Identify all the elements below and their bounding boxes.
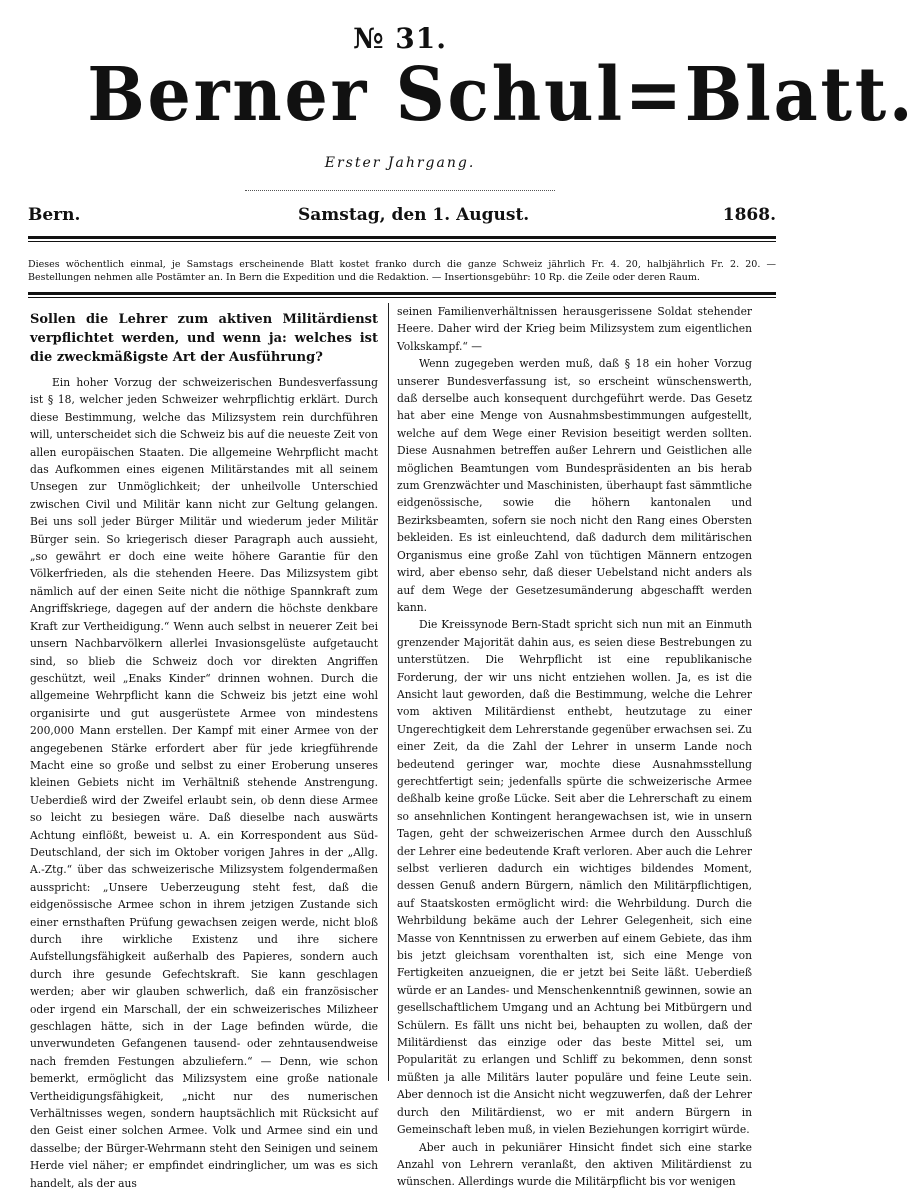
header-rule (28, 236, 776, 239)
right-column (397, 303, 753, 1189)
paragraph: Ein hoher Vorzug der schweizerischen Bundesverfassung ist § 18, welcher jeden Schweizer wehrpflichtig erklärt. Durch diese Bestimmung, welche das Milizsystem rein durchführen will, unterscheidet sich die Schweiz bis auf die neueste Zeit von allen europäischen Staaten. Die allgemeine Wehrpflicht macht das Aufkommen eines eigenen Militärstandes mit all seinem Unsegen zur Unmöglichkeit; der unheilvolle Unterschied zwischen Civil und Militär kann nicht zur Geltung gelangen. Bei uns soll jeder Bürger Militär und wiederum jeder Militär Bürger sein. So kriegerisch dieser Paragraph auch aussieht, „so gewährt er doch eine weite höhere Garantie für den Völkerfrieden, als die stehenden Heere. Das Milizsystem gibt nämlich auf der einen Seite nicht die nöthige Spannkraft zum Angriffskriege, dagegen auf der andern die höchste denkbare Kraft zur Vertheidigung.“ Wenn auch selbst in neuerer Zeit bei unsern Nachbarvölkern allerlei Invasionsgelüste aufgetaucht sind, so blieb die Schweiz doch vor direkten Angriffen geschützt, weil „Enaks Kinder“ drinnen wohnen. Durch die allgemeine Wehrpflicht kann die Schweiz bis jetzt eine wohl organisirte und gut ausgerüstete Armee von mindestens 200,000 Mann erstellen. Der Kampf mit einer Armee von der angegebenen Stärke erfordert aber für jede kriegführende Macht eine so große und selbst zu einer Eroberung unseres kleinen Gebiets nicht im Verhältniß stehende Anstrengung. Ueberdieß wird der Zweifel erlaubt sein, ob denn diese Armee so leicht zu besiegen wäre. Daß dieselbe nach auswärts Achtung einflößt, beweist u. A. ein Korrespondent aus Süd-Deutschland, der sich im Oktober vorigen Jahres in der „Allg. A.-Ztg.“ über das schweizerische Milizsystem folgendermaßen ausspricht: „Unsere Ueberzeugung steht fest, daß die eidgenössische Armee schon in ihrem jetzigen Zustande sich einer ernsthaften Prüfung gewachsen zeigen werde, nicht bloß durch ihre wirkliche Existenz und ihre sichere Aufstellungsfähigkeit außerhalb des Papieres, sondern auch durch ihre gesunde Gefechtskraft. Sie kann geschlagen werden; aber wir glauben schwerlich, daß ein französischer oder irgend ein Marschall, der ein schweizerisches Milizheer geschlagen hätte, sich in der Lage befinden würde, die unverwundeten Gefangenen tausend- oder zehntausendweise nach fremden Festungen abzuliefern.“ — Denn, wie schon bemerkt, ermöglicht das Milizsystem eine große nationale Vertheidigungsfähigkeit, „nicht nur des numerischen Verhältnisses wegen, sondern hauptsächlich mit Rücksicht auf den Geist einer solchen Armee. Volk und Armee sind ein und dasselbe; der Bürger-Wehrmann steht den Seinigen und seinem Herde viel näher; er empfindet eindringlicher, um was es sich handelt, als der aus (30, 376, 378, 1190)
dateline (28, 205, 776, 229)
paragraph: Aber auch in pekuniärer Hinsicht findet sich eine starke Anzahl von Lehrern veranlaßt, den aktiven Militärdienst zu wünschen. Allerdings wurde die Militärpflicht bis vor wenigen (397, 1140, 752, 1189)
dateline-place: Bern. (28, 205, 81, 225)
notice-rule (28, 292, 776, 295)
column-divider (388, 303, 389, 1081)
issue-number: № 31. (353, 22, 447, 55)
masthead-title: Berner Schul=Blatt. (87, 52, 915, 138)
subscription-notice: Dieses wöchentlich einmal, je Samstags erscheinende Blatt kostet franko durch die ganze Schweiz jährlich Fr. 4. 20, halbjährlich Fr. 2. 20. — Bestellungen nehmen alle Postämter an. In Bern die Expedition und die Redaktion. — Insertionsgebühr: 10 Rp. die Zeile oder deren Raum. (28, 259, 776, 283)
dateline-date: Samstag, den 1. August. (298, 205, 530, 225)
paragraph: Wenn zugegeben werden muß, daß § 18 ein hoher Vorzug unserer Bundesverfassung ist, so erscheint wünschenswerth, daß derselbe auch konsequent durchgeführt werde. Das Gesetz hat aber eine Menge von Ausnahmsbestimmungen aufgestellt, welche auf dem Wege einer Revision beseitigt werden sollten. Diese Ausnahmen betreffen außer Lehrern und Geistlichen alle möglichen Beamtungen vom Bundespräsidenten an bis herab zum Grenzwächter und Maschinisten, überhaupt fast sämmtliche eidgenössische, sowie die höhern kantonalen und Bezirksbeamten, sofern sie noch nicht den Rang eines Obersten bekleiden. Es ist einleuchtend, daß dadurch dem militärischen Organismus eine große Zahl von tüchtigen Männern entzogen wird, aber ebenso sehr, daß dieser Uebelstand nicht anders als auf dem Wege der Gesetzesumänderung abgeschafft werden kann. (397, 357, 753, 614)
subtitle-rule (245, 190, 555, 191)
article-title: Sollen die Lehrer zum aktiven Militärdienst verpflichtet werden, und wenn ja: welches ist die zweckmäßigste Art der Ausführung? (30, 312, 378, 365)
paragraph: seinen Familienverhältnissen herausgerissene Soldat stehender Heere. Daher wird der Krieg beim Milizsystem zum eigentlichen Volkskampf.“ — (397, 305, 752, 353)
paragraph: Die Kreissynode Bern-Stadt spricht sich nun mit an Einmuth grenzender Majorität dahin aus, es seien diese Bestrebungen zu unterstützen. Die Wehrpflicht ist eine republikanische Forderung, der wir uns nicht entziehen wollen. Ja, es ist die Ansicht laut geworden, daß die Bestimmung, welche die Lehrer vom aktiven Militärdienst enthebt, heutzutage zu einer Ungerechtigkeit dem Lehrerstande gegenüber erwachsen sei. Zu einer Zeit, da die Zahl der Lehrer in unserm Lande noch bedeutend geringer war, mochte diese Ausnahmsstellung gerechtfertigt sein; jedenfalls spürte die schweizerische Armee deßhalb keine große Lücke. Seit aber die Lehrerschaft zu einem so ansehnlichen Kontingent herangewachsen ist, wie in unsern Tagen, geht der schweizerischen Armee durch den Ausschluß der Lehrer eine bedeutende Kraft verloren. Aber auch die Lehrer selbst verlieren dadurch ein wichtiges bildendes Moment, dessen Genuß andern Bürgern, nämlich den Militärpflichtigen, auf Staatskosten ermöglicht wird: die Wehrbildung. Durch die Wehrbildung bekäme auch der Lehrer Gelegenheit, sich eine Masse von Kenntnissen zu erwerben auf einem Gebiete, das ihm bis jetzt gleichsam vorenthalten ist, sich eine Menge von Fertigkeiten anzueignen, die er jetzt bei Seite läßt. Ueberdieß würde er an Landes- und Menschenkenntniß gewinnen, sowie an gesellschaftlichem Umgang und an Achtung bei Mitbürgern und Schülern. Es fällt uns nicht bei, behaupten zu wollen, daß der Militärdienst das einzige oder das beste Mittel sei, um Popularität zu erlangen und Schliff zu bekommen, denn sonst müßten ja alle Militärs lauter populäre und feine Leute sein. Aber dennoch ist die Ansicht nicht wegzuwerfen, daß der Lehrer durch den Militärdienst, wo er mit andern Bürgern in Gemeinschaft leben muß, in vielen Beziehungen korrigirt würde. (397, 618, 752, 1137)
subtitle: Erster Jahrgang. (324, 155, 476, 171)
dateline-year: 1868. (722, 205, 776, 225)
left-column (30, 310, 378, 1190)
